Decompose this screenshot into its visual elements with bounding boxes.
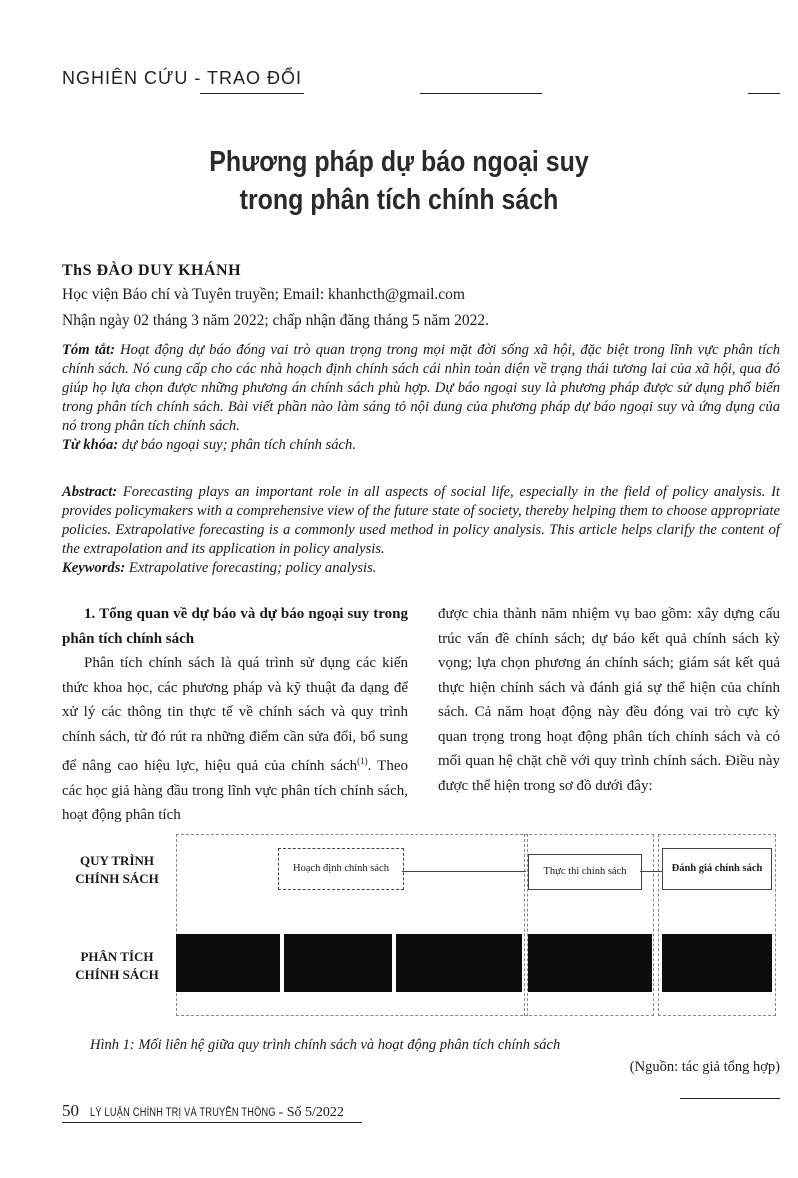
keywords-vi: dự báo ngoại suy; phân tích chính sách. [118, 437, 356, 453]
box-policy-evaluation [662, 848, 772, 890]
abstract-vi [62, 341, 780, 455]
body-right-column [438, 602, 780, 798]
connector-line-2 [640, 871, 662, 872]
figure [62, 828, 780, 1028]
figure-source: (Nguồn: tác giả tổng hợp) [629, 1059, 780, 1075]
box-policy-planning [278, 848, 404, 890]
left-para-cont: . Theo các học giả hàng đầu trong lĩnh vực phân tích chính sách, hoạt động phân tích [62, 758, 408, 823]
received-dates: Nhận ngày 02 tháng 3 năm 2022; chấp nhận đăng tháng 5 năm 2022. [62, 312, 490, 329]
body-paragraph-right: được chia thành năm nhiệm vụ bao gồm: xây dựng cấu trúc vấn đề chính sách; dự báo kết quả chính sách kỳ vọng; lựa chọn phương án chính sách; giám sát kết quả thực hiện chính sách và đánh giá sự thể hiện của chính sách. Cả năm hoạt động này đều đóng vai trò cực kỳ quan trọng trong hoạt động phân tích chính sách và có mối quan hệ chặt chẽ với quy trình chính sách. Điều này được thể hiện trong sơ đồ dưới đây: [438, 606, 780, 794]
connector-line-1 [402, 871, 526, 872]
header-rule [200, 93, 304, 94]
row-label-analysis-b: CHÍNH SÁCH [75, 967, 159, 982]
footnote-mark: (1) [357, 756, 368, 766]
abstract-vi-label: Tóm tắt: [62, 342, 115, 358]
abstract-vi-text: Hoạt động dự báo đóng vai trò quan trọng trong mọi mặt đời sống xã hội, đặc biệt trong lĩnh vực phân tích chính sách. Nó cung cấp cho các nhà hoạch định chính sách cái nhìn toàn diện về trạng thái tương lai của xã hội, qua đó giúp họ lựa chọn được những phương án chính sách phù hợp. Dự báo ngoại suy là phương pháp được sử dụng phổ biến trong phân tích chính sách. Bài viết phần nào làm sáng tỏ nội dung của phương pháp dự báo ngoại suy và ứng dụng của nó trong phân tích chính sách. [62, 342, 781, 434]
row-label-analysis-a: PHÂN TÍCH [80, 949, 154, 964]
article-title-line2: trong phân tích chính sách [239, 184, 559, 216]
footer-rule-right [680, 1098, 780, 1099]
header-rule-right [420, 93, 542, 94]
analysis-block-5 [662, 934, 772, 992]
analysis-block-3 [396, 934, 522, 992]
header-rule-edge [748, 93, 780, 94]
abstract-en [62, 483, 780, 578]
section-heading: 1. Tổng quan về dự báo và dự báo ngoại suy trong phân tích chính sách [62, 606, 408, 647]
box-policy-evaluation-label: Đánh giá chính sách [671, 863, 763, 874]
section-label: NGHIÊN CỨU - TRAO ĐỔI [62, 68, 303, 88]
box-policy-implementation [528, 854, 642, 890]
keywords-en-label: Keywords: [62, 560, 126, 576]
journal-name: LÝ LUẬN CHÍNH TRỊ VÀ TRUYỀN THÔNG [90, 1107, 277, 1119]
abstract-en-text: Forecasting plays an important role in all aspects of social life, especially in the field of policy analysis. It provides policymakers with a comprehensive view of the future state of society, thereby helping them to choose appropriate policies. Extrapolative forecasting is a commonly used method in policy analysis. This article helps clarify the content of the extrapolation and its application in policy analysis. [62, 484, 780, 557]
row-label-process [62, 852, 172, 888]
row-label-process-a: QUY TRÌNH [79, 853, 155, 868]
article-title-line1: Phương pháp dự báo ngoại suy [209, 146, 589, 178]
keywords-vi-label: Từ khóa: [62, 437, 119, 453]
left-para-text: Phân tích chính sách là quá trình sử dụng các kiến thức khoa học, các phương pháp và kỹ thuật đa dạng để xử lý các thông tin thực tế về chính sách và quy trình chính sách, từ đó rút ra những điểm cần sửa đổi, bổ sung để nâng cao hiệu lực, hiệu quả của chính sách [62, 655, 408, 774]
analysis-block-2 [284, 934, 392, 992]
row-label-analysis [62, 948, 172, 984]
box-policy-planning-label: Hoạch định chính sách [293, 863, 389, 874]
abstract-en-label: Abstract: [62, 484, 118, 500]
footer-rule [62, 1122, 362, 1123]
body-paragraph-left [62, 651, 408, 828]
box-policy-implementation-label: Thực thi chính sách [543, 866, 627, 877]
journal-issue: - Số 5/2022 [278, 1105, 344, 1120]
figure-caption: Hình 1: Mối liên hệ giữa quy trình chính sách và hoạt động phân tích chính sách [90, 1037, 561, 1053]
row-label-process-b: CHÍNH SÁCH [75, 871, 159, 886]
page-footer [62, 1101, 344, 1121]
analysis-block-4 [528, 934, 652, 992]
body-left-column [62, 602, 408, 828]
keywords-en: Extrapolative forecasting; policy analysis. [125, 560, 377, 576]
page-number: 50 [62, 1101, 79, 1120]
analysis-block-1 [176, 934, 280, 992]
author-name: ThS ĐÀO DUY KHÁNH [62, 262, 242, 279]
author-affiliation: Học viện Báo chí và Tuyên truyền; Email: khanhcth@gmail.com [62, 286, 465, 303]
